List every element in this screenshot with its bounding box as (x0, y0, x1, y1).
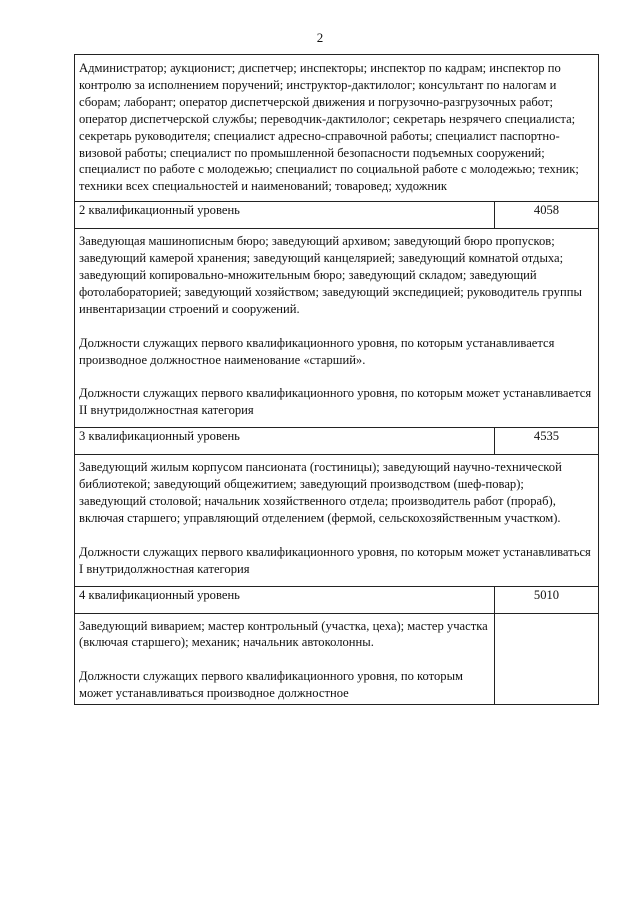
positions-text: Администратор; аукционист; диспетчер; инспекторы; инспектор по кадрам; инспектор по контролю за исполнением поручений; инструктор-дактилолог; консультант по налогам и сборам; лаборант; оператор диспетчерской движения и погрузочно-разгрузочных работ; оператор диспетчерской службы; переводчик-дактилолог; секретарь незрячего специалиста; секретарь руководителя; специалист адресно-справочной работы; специалист паспортно-визовой работы; специалист по промышленной безопасности подъемных сооружений; специалист по работе с молодежью; специалист по социальной работе с молодежью; техник; техники всех специальностей и наименований; товаровед; художник (79, 61, 579, 194)
table-row (75, 613, 599, 705)
note-text: Должности служащих первого квалификационного уровня, по которым может устанавливаться I внутридолжностная категория (79, 544, 591, 576)
note-text: Должности служащих первого квалификационного уровня, по которым устанавливается производное должностное наименование «старший». (79, 335, 555, 367)
positions-cell (75, 229, 599, 428)
level-title: 4 квалификационный уровень (75, 586, 495, 613)
positions-text: Заведующая машинописным бюро; заведующий архивом; заведующий бюро пропусков; заведующий камерой хранения; заведующий канцелярией; заведующий комнатой отдыха; заведующий копировально-множительным бюро; заведующий складом; заведующий фотолабораторией; заведующий хозяйством; заведующий экспедицией; руководитель группы инвентаризации строений и сооружений. (79, 234, 582, 316)
positions-cell (75, 455, 599, 586)
table-row (75, 455, 599, 586)
salary-empty-cell (495, 613, 599, 705)
table-row (75, 55, 599, 202)
level-title: 2 квалификационный уровень (75, 202, 495, 229)
salary-value: 5010 (495, 586, 599, 613)
salary-value: 4058 (495, 202, 599, 229)
note-text: Должности служащих первого квалификационного уровня, по которым может устанавливается II внутридолжностная категория (79, 386, 592, 418)
positions-text: Заведующий жилым корпусом пансионата (гостиницы); заведующий научно-технической библиотекой; заведующий общежитием; заведующий производством (шеф-повар); заведующий столовой; начальник хозяйственного отдела; производитель работ (прораб), включая старшего; управляющий отделением (фермой, сельскохозяйственным участком). (79, 460, 562, 525)
table-row (75, 428, 599, 455)
table-row (75, 229, 599, 428)
table-row (75, 586, 599, 613)
note-text: Должности служащих первого квалификационного уровня, по которым может устанавливаться производное должностное (79, 669, 464, 701)
table-row (75, 202, 599, 229)
page-number: 2 (316, 30, 324, 45)
salary-value: 4535 (495, 428, 599, 455)
positions-text: Заведующий виварием; мастер контрольный (участка, цеха); мастер участка (включая старшего); механик; начальник автоколонны. (79, 618, 488, 650)
qualification-table (74, 54, 599, 705)
level-title: 3 квалификационный уровень (75, 428, 495, 455)
positions-cell (75, 55, 599, 202)
positions-cell (75, 613, 495, 705)
